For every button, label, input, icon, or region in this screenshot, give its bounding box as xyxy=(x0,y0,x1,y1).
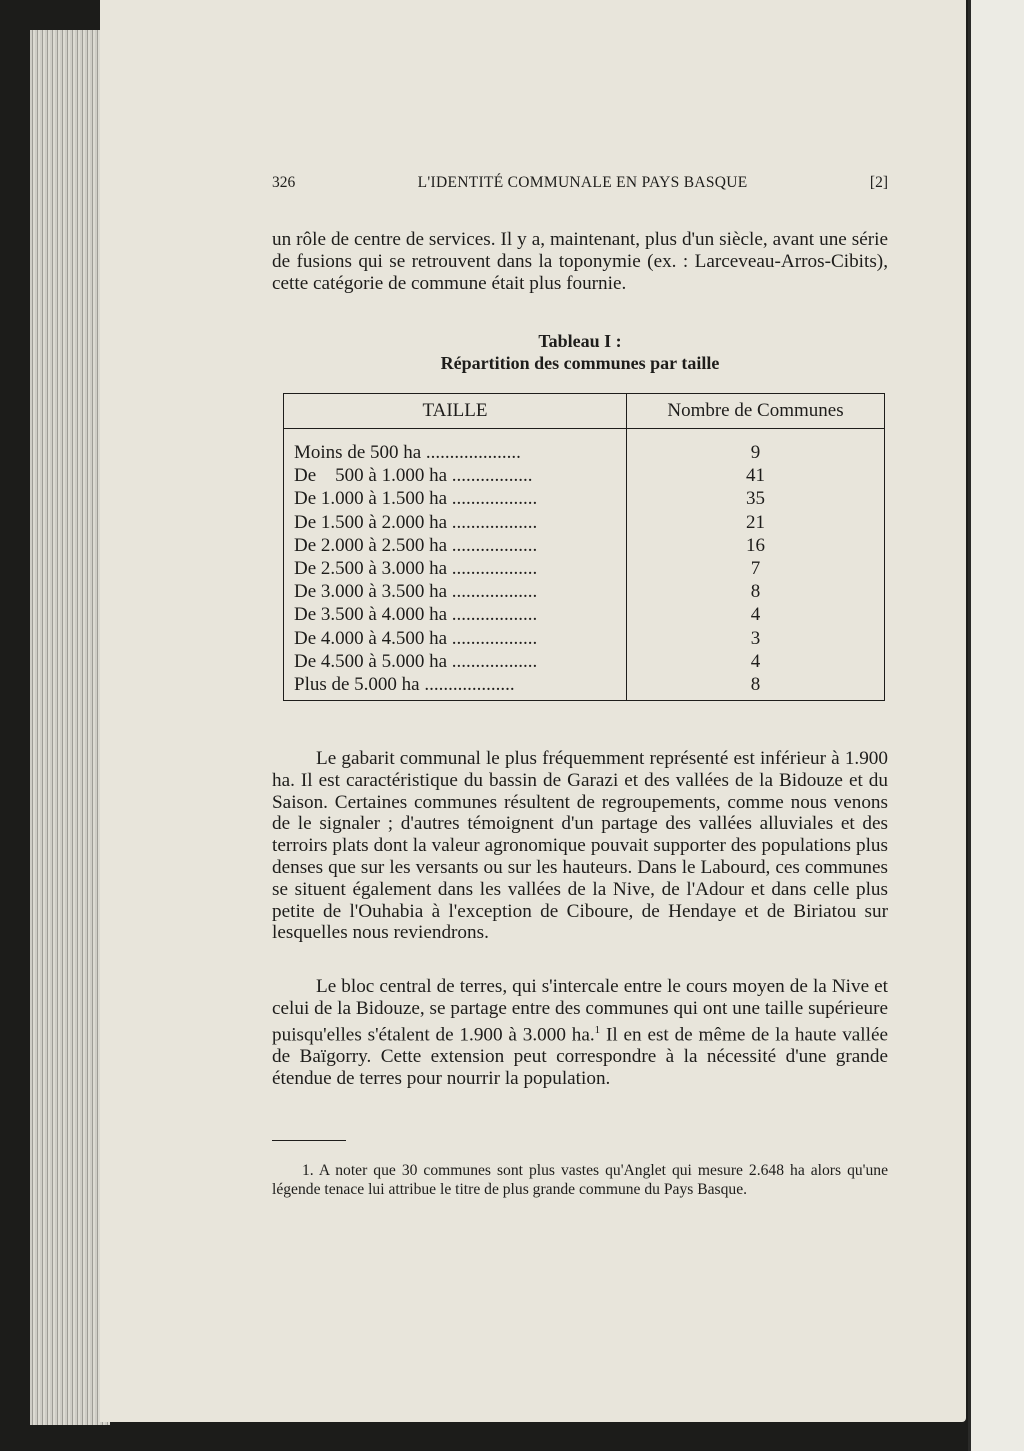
taille-cell: De 500 à 1.000 ha ................. xyxy=(284,464,627,487)
nombre-cell: 7 xyxy=(627,557,885,580)
nombre-cell: 21 xyxy=(627,511,885,534)
section-marker: [2] xyxy=(869,174,888,191)
table-row xyxy=(284,673,885,701)
paragraph-2 xyxy=(272,976,888,1089)
taille-cell: De 1.000 à 1.500 ha .................. xyxy=(284,487,627,510)
table-row xyxy=(284,557,885,580)
book-page xyxy=(100,0,966,1422)
nombre-cell: 16 xyxy=(627,534,885,557)
table-subtitle: Répartition des communes par taille xyxy=(440,353,720,373)
table-row xyxy=(284,627,885,650)
column-header-nombre: Nombre de Communes xyxy=(627,394,885,429)
taille-cell: De 4.500 à 5.000 ha .................. xyxy=(284,650,627,673)
nombre-cell: 4 xyxy=(627,603,885,626)
communes-table xyxy=(283,393,885,701)
table-row xyxy=(284,580,885,603)
nombre-cell: 8 xyxy=(627,580,885,603)
running-header xyxy=(272,174,888,192)
taille-cell: De 1.500 à 2.000 ha .................. xyxy=(284,511,627,534)
intro-paragraph: un rôle de centre de services. Il y a, maintenant, plus d'un siècle, avant une série de fusions qui se retrouvent dans la toponymie (ex. : Larceveau-Arros-Cibits), cette catégorie de commune était plus fournie. xyxy=(272,229,888,294)
nombre-cell: 41 xyxy=(627,464,885,487)
running-title: L'IDENTITÉ COMMUNALE EN PAYS BASQUE xyxy=(417,174,748,191)
table-row xyxy=(284,534,885,557)
footnote-reference: 1 xyxy=(594,1023,601,1036)
paragraph-2-part-b: Il en est de même de la haute vallée de Baïgorry. Cette extension peut correspondre à la nécessité d'une grande étendue de terres pour nourrir la population. xyxy=(272,1023,888,1089)
footnote: 1. A noter que 30 communes sont plus vastes qu'Anglet qui mesure 2.648 ha alors qu'une légende tenace lui attribue le titre de plus grande commune du Pays Basque. xyxy=(272,1162,888,1198)
taille-cell: De 4.000 à 4.500 ha .................. xyxy=(284,627,627,650)
taille-cell: Plus de 5.000 ha ................... xyxy=(284,673,627,701)
footnote-rule xyxy=(272,1140,346,1141)
table-caption xyxy=(272,330,888,374)
table-row xyxy=(284,650,885,673)
nombre-cell: 8 xyxy=(627,673,885,701)
table-row xyxy=(284,511,885,534)
nombre-cell: 4 xyxy=(627,650,885,673)
table-row xyxy=(284,464,885,487)
table-row xyxy=(284,487,885,510)
facing-page-edge xyxy=(968,0,1024,1451)
nombre-cell: 9 xyxy=(627,429,885,465)
paragraph-1: Le gabarit communal le plus fréquemment représenté est inférieur à 1.900 ha. Il est caractéristique du bassin de Garazi et des vallées de la Bidouze et du Saison. Certaines communes résultent de regroupements, comme nous venons de le signaler ; d'autres témoignent d'un partage des vallées alluviales et des terroirs plats dont la valeur agronomique pouvait supporter des populations plus denses que sur les versants ou sur les hauteurs. Dans le Labourd, ces communes se situent également dans les vallées de la Nive, de l'Adour et dans celle plus petite de l'Ouhabia à l'exception de Ciboure, de Hendaye et de Biriatou sur lesquelles nous reviendrons. xyxy=(272,748,888,944)
taille-cell: De 2.500 à 3.000 ha .................. xyxy=(284,557,627,580)
table-title: Tableau I : xyxy=(538,331,622,351)
table-row xyxy=(284,603,885,626)
column-header-taille: TAILLE xyxy=(284,394,627,429)
taille-cell: De 3.000 à 3.500 ha .................. xyxy=(284,580,627,603)
paragraph-2-part-a: Le bloc central de terres, qui s'intercale entre le cours moyen de la Nive et celui de la Bidouze, se partage entre des communes qui ont une taille supérieure puisqu'elles s'étalent de 1.900 à 3.000 ha. xyxy=(272,976,888,1045)
table-row xyxy=(284,429,885,465)
taille-cell: De 3.500 à 4.000 ha .................. xyxy=(284,603,627,626)
nombre-cell: 35 xyxy=(627,487,885,510)
page-stack-edges xyxy=(30,30,110,1425)
taille-cell: De 2.000 à 2.500 ha .................. xyxy=(284,534,627,557)
nombre-cell: 3 xyxy=(627,627,885,650)
taille-cell: Moins de 500 ha .................... xyxy=(284,429,627,465)
page-number: 326 xyxy=(272,174,296,191)
